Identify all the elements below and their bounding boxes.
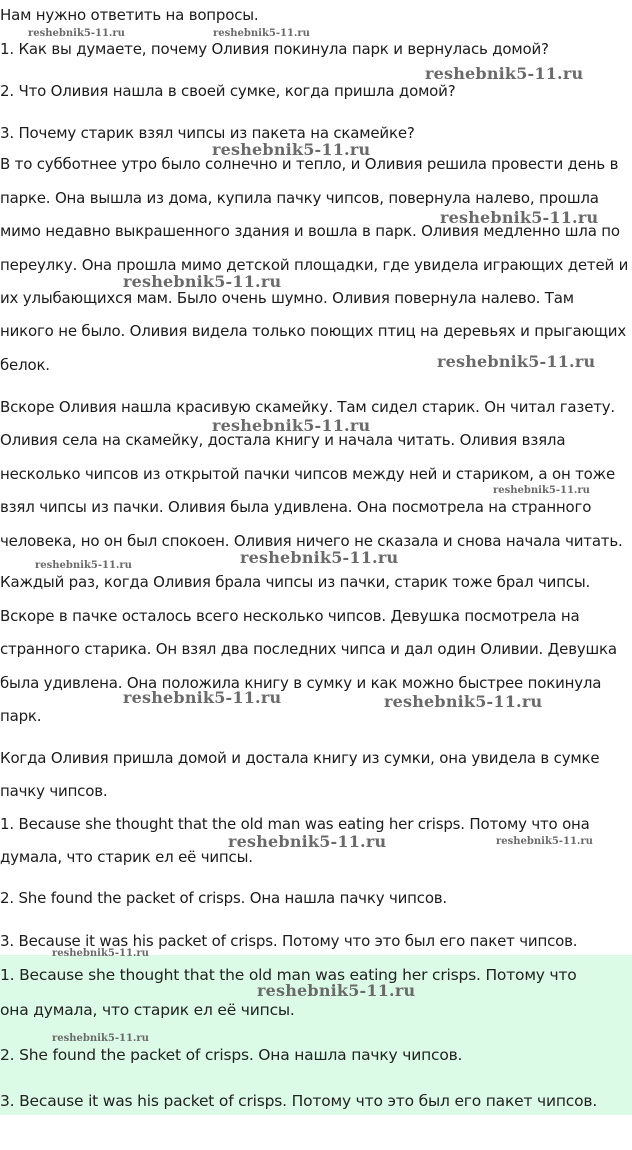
story-line: пачку чипсов. — [0, 782, 108, 800]
question-2: 2. Что Оливия нашла в своей сумке, когда пришла домой? — [0, 82, 456, 100]
watermark: reshebnik5-11.ru — [425, 64, 584, 83]
watermark: reshebnik5-11.ru — [228, 832, 387, 851]
watermark: reshebnik5-11.ru — [213, 28, 310, 39]
story-line: В то субботнее утро было солнечно и тепло, и Оливия решила провести день в — [0, 155, 619, 173]
answer-2: 2. She found the packet of crisps. Она нашла пачку чипсов. — [0, 889, 447, 907]
watermark: reshebnik5-11.ru — [440, 208, 599, 227]
watermark: reshebnik5-11.ru — [52, 948, 149, 959]
highlighted-answer-1-line-1: 1. Because she thought that the old man was eating her crisps. Потому что — [0, 966, 577, 984]
story-line: взял чипсы из пачки. Оливия была удивлена. Она посмотрела на странного — [0, 498, 592, 516]
watermark: reshebnik5-11.ru — [28, 28, 125, 39]
story-line: человека, но он был спокоен. Оливия ничего не сказала и снова начала читать. — [0, 532, 623, 550]
watermark: reshebnik5-11.ru — [123, 272, 282, 291]
story-line: Вскоре Оливия нашла красивую скамейку. Там сидел старик. Он читал газету. — [0, 398, 616, 416]
story-line: Когда Оливия пришла домой и достала книгу из сумки, она увидела в сумке — [0, 749, 600, 767]
highlighted-answer-1-line-2: она думала, что старик ел её чипсы. — [0, 1001, 295, 1019]
story-line: их улыбающихся мам. Было очень шумно. Оливия повернулa налево. Там — [0, 289, 574, 307]
story-line: парк. — [0, 707, 42, 725]
story-line: парке. Она вышла из дома, купила пачку чипсов, повернула налево, прошла — [0, 189, 599, 207]
story-line: Вскоре в пачке осталось всего несколько чипсов. Девушка посмотрела на — [0, 607, 580, 625]
intro-text: Нам нужно ответить на вопросы. — [0, 6, 259, 24]
story-line: никого не было. Оливия видела только поющих птиц на деревьях и прыгающих — [0, 322, 627, 340]
watermark: reshebnik5-11.ru — [52, 1033, 149, 1044]
highlighted-answer-2: 2. She found the packet of crisps. Она нашла пачку чипсов. — [0, 1046, 463, 1064]
answer-1-line-1: 1. Because she thought that the old man was eating her crisps. Потому что она — [0, 815, 590, 833]
story-line: мимо недавно выкрашенного здания и вошла в парк. Оливия медленно шла по — [0, 222, 620, 240]
question-1: 1. Как вы думаете, почему Оливия покинула парк и вернулась домой? — [0, 40, 549, 58]
question-3: 3. Почему старик взял чипсы из пакета на скамейке? — [0, 124, 415, 142]
answer-1-line-2: думала, что старик ел её чипсы. — [0, 848, 253, 866]
watermark: reshebnik5-11.ru — [240, 548, 399, 567]
story-line: Каждый раз, когда Оливия брала чипсы из пачки, старик тоже брал чипсы. — [0, 573, 591, 591]
watermark: reshebnik5-11.ru — [123, 688, 282, 707]
watermark: reshebnik5-11.ru — [437, 352, 596, 371]
story-line: белок. — [0, 356, 50, 374]
watermark: reshebnik5-11.ru — [212, 140, 371, 159]
watermark: reshebnik5-11.ru — [257, 981, 416, 1000]
watermark: reshebnik5-11.ru — [35, 560, 132, 571]
answer-3: 3. Because it was his packet of crisps. Потому что это был его пакет чипсов. — [0, 932, 578, 950]
watermark: reshebnik5-11.ru — [493, 485, 590, 496]
story-line: была удивлена. Она положила книгу в сумку и как можно быстрее покинула — [0, 674, 602, 692]
watermark: reshebnik5-11.ru — [212, 416, 371, 435]
highlighted-answer-3: 3. Because it was his packet of crisps. Потому что это был его пакет чипсов. — [0, 1092, 598, 1110]
watermark: reshebnik5-11.ru — [496, 836, 593, 847]
story-line: несколько чипсов из открытой пачки чипсов между ней и стариком, а он тоже — [0, 465, 616, 483]
story-line: Оливия села на скамейку, достала книгу и начала читать. Оливия взяла — [0, 431, 566, 449]
watermark: reshebnik5-11.ru — [384, 692, 543, 711]
story-line: переулку. Она прошла мимо детской площадки, где увидела играющих детей и — [0, 256, 629, 274]
story-line: странного старика. Он взял два последних чипса и дал один Оливии. Девушка — [0, 640, 617, 658]
